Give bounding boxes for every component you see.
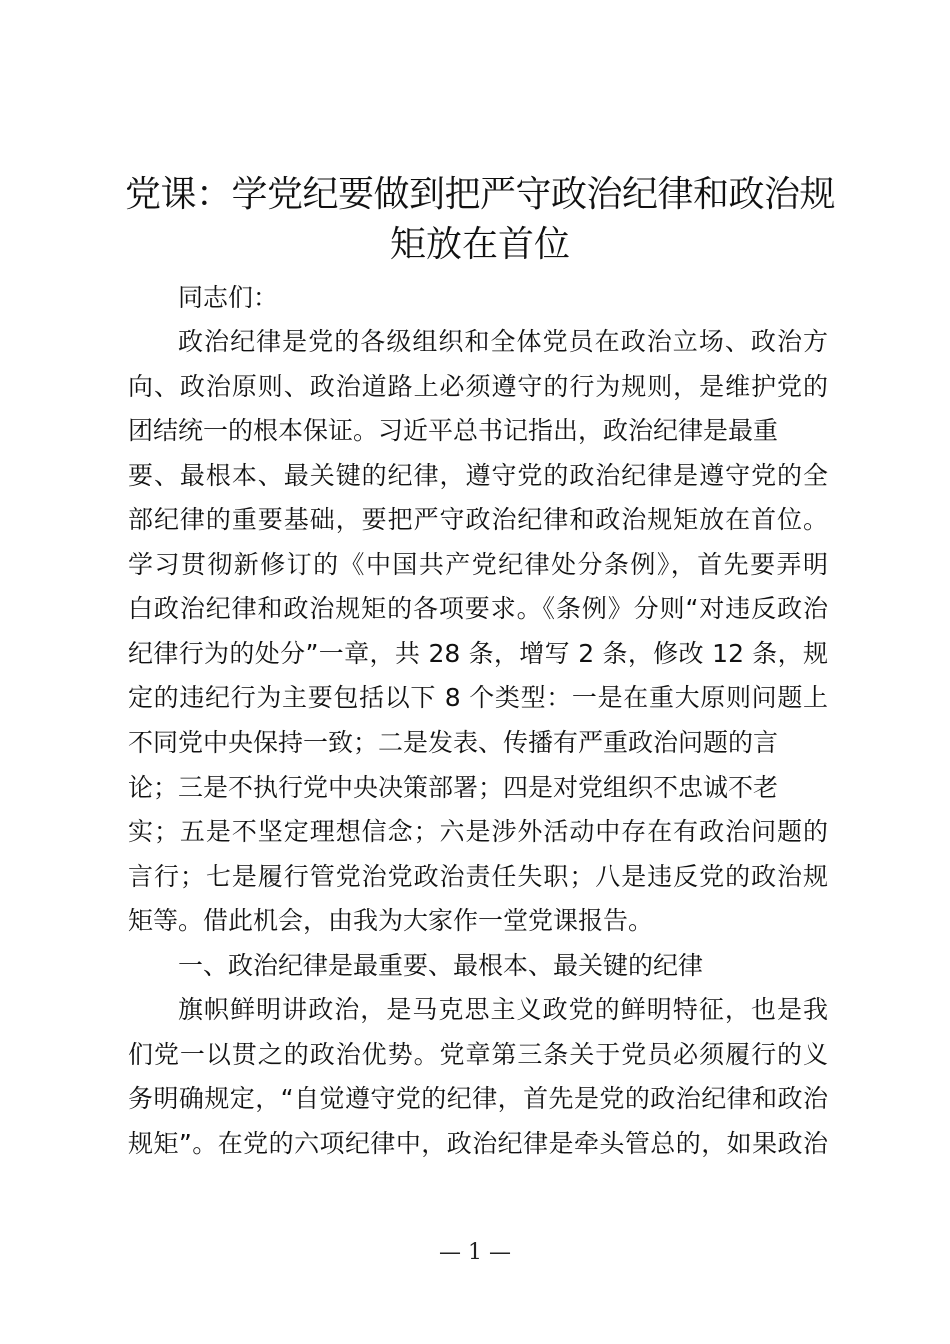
page-title-line-1: 党课：学党纪要做到把严守政治纪律和政治规 xyxy=(124,174,835,215)
paragraph-line: 部纪律的重要基础，要把严守政治纪律和政治规矩放在首位。 xyxy=(128,505,828,534)
paragraph-line: 务明确规定，“自觉遵守党的纪律，首先是党的政治纪律和政治 xyxy=(128,1084,828,1113)
salutation: 同志们： xyxy=(178,283,279,312)
paragraph-line: 学习贯彻新修订的《中国共产党纪律处分条例》，首先要弄明 xyxy=(128,550,828,579)
paragraph-line: 定的违纪行为主要包括以下 8 个类型：一是在重大原则问题上 xyxy=(128,683,828,712)
paragraph-line: 不同党中央保持一致；二是发表、传播有严重政治问题的言 xyxy=(128,728,779,757)
paragraph-line: 纪律行为的处分”一章，共 28 条，增写 2 条，修改 12 条，规 xyxy=(128,639,828,668)
paragraph-line: 政治纪律是党的各级组织和全体党员在政治立场、政治方 xyxy=(178,327,828,356)
page-title-line-2: 矩放在首位 xyxy=(389,224,570,265)
paragraph-line: 论；三是不执行党中央决策部署；四是对党组织不忠诚不老 xyxy=(128,773,779,802)
paragraph-line: 白政治纪律和政治规矩的各项要求。《条例》分则“对违反政治 xyxy=(128,594,828,623)
paragraph-line: 言行；七是履行管党治党政治责任失职；八是违反党的政治规 xyxy=(128,862,828,891)
paragraph-line: 规矩”。在党的六项纪律中，政治纪律是牵头管总的，如果政治 xyxy=(128,1129,828,1158)
paragraph-line: 矩等。借此机会，由我为大家作一堂党课报告。 xyxy=(128,906,654,935)
paragraph-line: 们党一以贯之的政治优势。党章第三条关于党员必须履行的义 xyxy=(128,1040,828,1069)
paragraph-line: 团结统一的根本保证。习近平总书记指出，政治纪律是最重 xyxy=(128,416,779,445)
page-number: — 1 — xyxy=(439,1240,511,1265)
paragraph-line: 实；五是不坚定理想信念；六是涉外活动中存在有政治问题的 xyxy=(128,817,828,846)
section-heading: 一、政治纪律是最重要、最根本、最关键的纪律 xyxy=(178,951,704,980)
paragraph-line: 向、政治原则、政治道路上必须遵守的行为规则，是维护党的 xyxy=(128,372,828,401)
paragraph-line: 旗帜鲜明讲政治，是马克思主义政党的鲜明特征，也是我 xyxy=(178,995,828,1024)
paragraph-line: 要、最根本、最关键的纪律，遵守党的政治纪律是遵守党的全 xyxy=(128,461,828,490)
